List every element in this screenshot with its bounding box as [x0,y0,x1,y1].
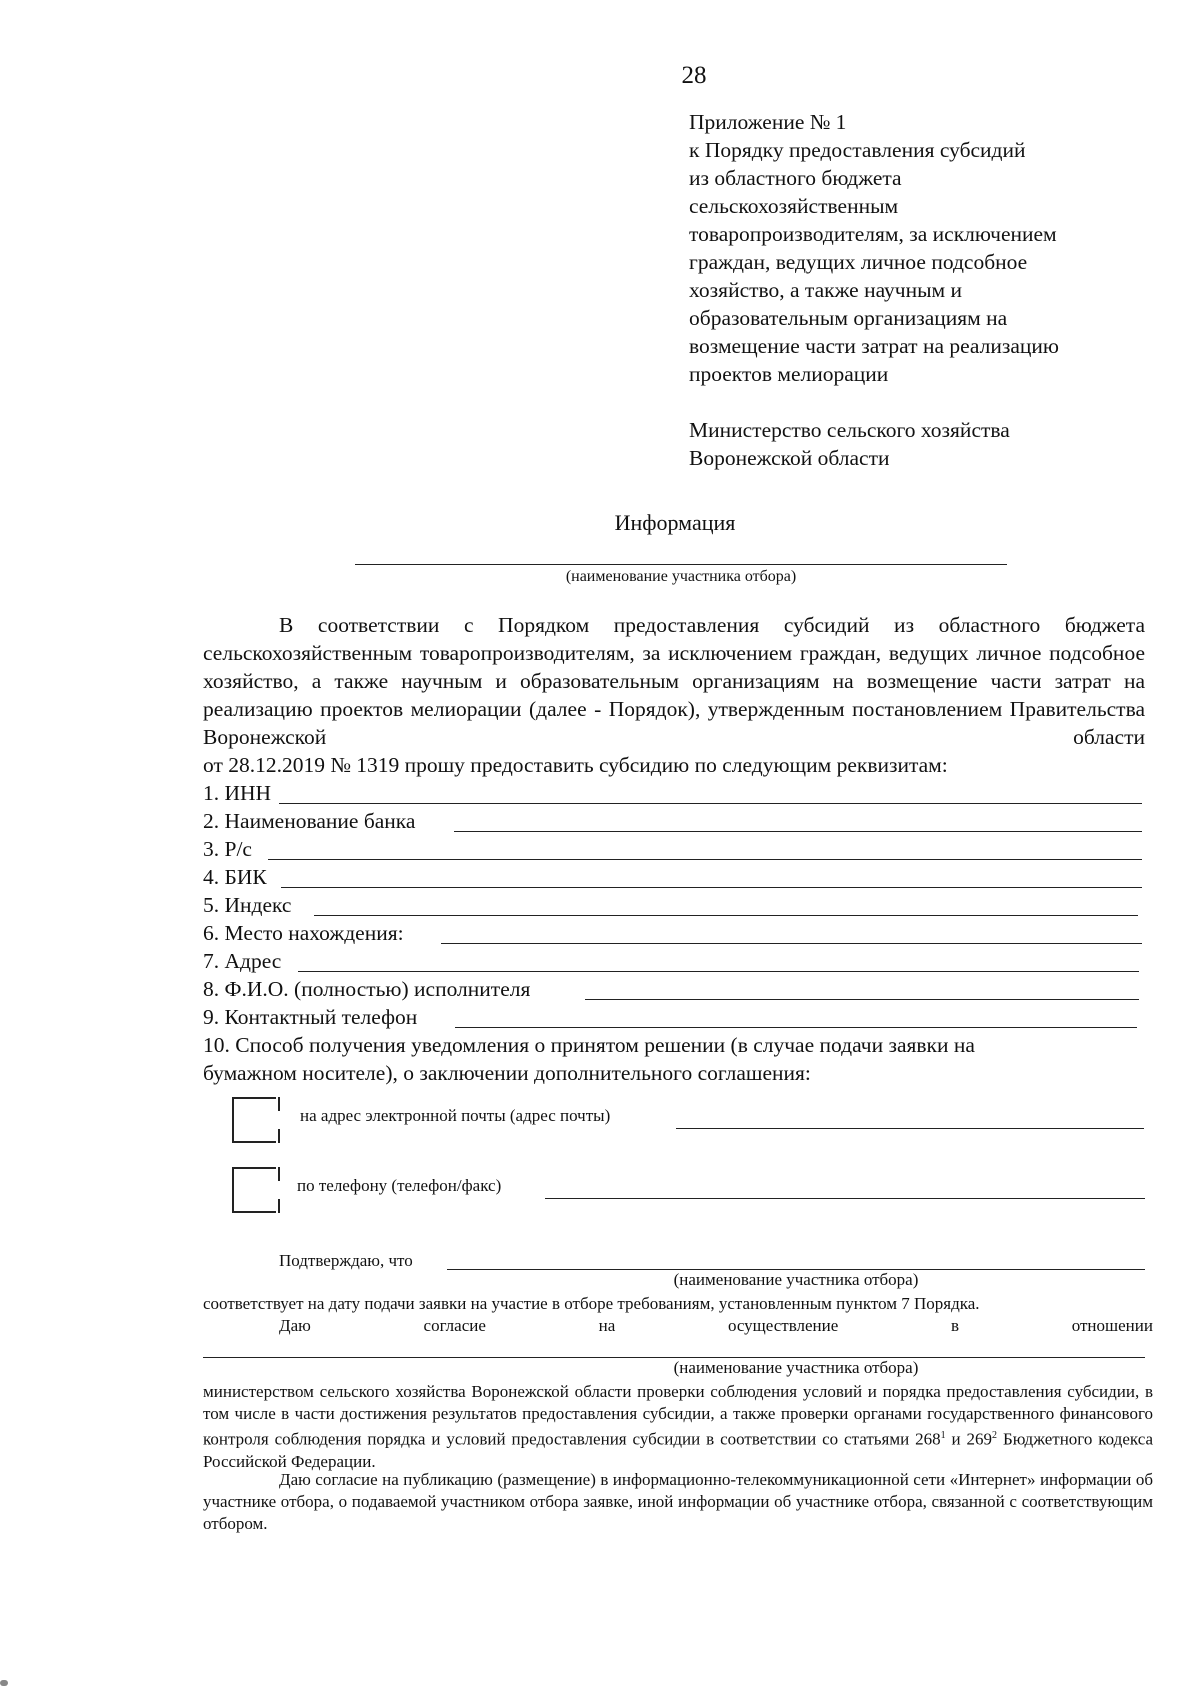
executor-name-input-line[interactable] [585,999,1139,1000]
confirm-text: соответствует на дату подачи заявки на участие в отборе требованиям, установленным пунктом 7 Порядка. [203,1294,980,1313]
field-label: 5. Индекс [203,893,292,917]
sup-2: 2 [992,1430,998,1441]
field-address [203,947,1139,975]
appendix-line: хозяйство, а также научным и [689,278,963,302]
appendix-header [689,108,1169,388]
field-location [203,919,1142,947]
contact-phone-input-line[interactable] [455,1027,1137,1028]
field-label: 1. ИНН [203,781,272,805]
item10-line1: 10. Способ получения уведомления о принятом решении (в случае подачи заявки на [203,1033,975,1057]
consent2-paragraph: Даю согласие на публикацию (размещение) в информационно-телекоммуникационной сети «Интернет» информации об участнике отбора, о подаваемой участником отбора заявке, иной информации об участнике отбора, связанной с соответствующим отбором. [203,1470,1153,1533]
consent-word: Даю [279,1316,311,1335]
document-title: Информация [614,510,736,535]
consent-word: в [950,1316,960,1335]
intro-last-line: от 28.12.2019 № 1319 прошу предоставить субсидию по следующим реквизитам: [203,753,948,777]
field-account [203,835,1142,863]
ministry-region: Воронежской области [689,446,890,470]
consent-caption: (наименование участника отбора) [673,1358,919,1377]
consent1-and: и 269 [945,1429,993,1449]
field-label: 6. Место нахождения: [203,921,404,945]
address-input-line[interactable] [298,971,1139,972]
field-label: 4. БИК [203,865,267,889]
appendix-line: возмещение части затрат на реализацию [689,334,1059,358]
phone-checkbox[interactable] [232,1167,276,1213]
participant-name-line[interactable] [355,564,1007,565]
index-input-line[interactable] [314,915,1138,916]
appendix-line: товаропроизводителям, за исключением [689,222,1057,246]
appendix-line: из областного бюджета [689,166,902,190]
confirm-caption: (наименование участника отбора) [673,1270,919,1289]
field-bik [203,863,1142,891]
consent-word: согласие [423,1316,486,1335]
consent-word: осуществление [727,1316,839,1335]
intro-paragraph: В соответствии с Порядком предоставления субсидий из областного бюджета сельскохозяйственным товаропроизводителям, за исключением граждан, ведущих личное подсобное хозяйство, а также научным и образовательным организациям на возмещение части затрат на реализацию проектов мелиорации (далее - Порядок), утвержденным постановлением Правительства Воронежской области [203,613,1145,749]
consent1-paragraph [203,1381,1153,1473]
item10-line2: бумажном носителе), о заключении дополнительного соглашения: [203,1061,811,1085]
appendix-line: сельскохозяйственным [689,194,899,218]
inn-input-line[interactable] [279,803,1142,804]
bik-input-line[interactable] [281,887,1142,888]
field-bank-name [203,807,1142,835]
field-label: 7. Адрес [203,949,282,973]
ministry-name: Министерство сельского хозяйства [689,418,1010,442]
scan-artifact [0,1680,8,1686]
participant-caption: (наименование участника отбора) [565,568,797,585]
appendix-line: к Порядку предоставления субсидий [689,138,1026,162]
field-label: 3. Р/с [203,837,252,861]
appendix-line: проектов мелиорации [689,362,889,386]
consent1-text-end: Бюджетного кодекса Российской Федерации. [203,1429,1154,1471]
consent1-first-line [279,1315,1153,1337]
appendix-line: граждан, ведущих личное подсобное [689,250,1028,274]
appendix-line: Приложение № 1 [689,110,847,134]
field-inn [203,779,1142,807]
consent-word: на [598,1316,616,1335]
bank-name-input-line[interactable] [454,831,1142,832]
page-number: 28 [681,62,707,89]
email-option-label: на адрес электронной почты (адрес почты) [300,1106,611,1125]
field-label: 8. Ф.И.О. (полностью) исполнителя [203,977,531,1001]
field-label: 2. Наименование банка [203,809,416,833]
email-input-line[interactable] [676,1128,1144,1129]
location-input-line[interactable] [441,943,1142,944]
field-label: 9. Контактный телефон [203,1005,418,1029]
email-checkbox[interactable] [232,1097,276,1143]
addressee [689,416,1010,472]
confirm-label: Подтверждаю, что [279,1251,413,1270]
phone-option-label: по телефону (телефон/факс) [297,1176,502,1195]
sup-1: 1 [940,1430,946,1441]
appendix-line: образовательным организациям на [689,306,1008,330]
consent1-text: министерством сельского хозяйства Воронежской области проверки соблюдения условий и порядка предоставления субсидии, в том числе в части достижения результатов предоставления субсидии, а также проверки органами государственного финансового контроля соблюдения порядка и условий предоставления субсидии в соответствии со статьями 268 [203,1382,1153,1449]
consent-word: отношении [1071,1316,1153,1335]
field-index [203,891,1138,919]
account-input-line[interactable] [268,859,1142,860]
phone-input-line[interactable] [545,1198,1145,1199]
field-contact-phone [203,1003,1137,1031]
field-executor-name [203,975,1139,1003]
